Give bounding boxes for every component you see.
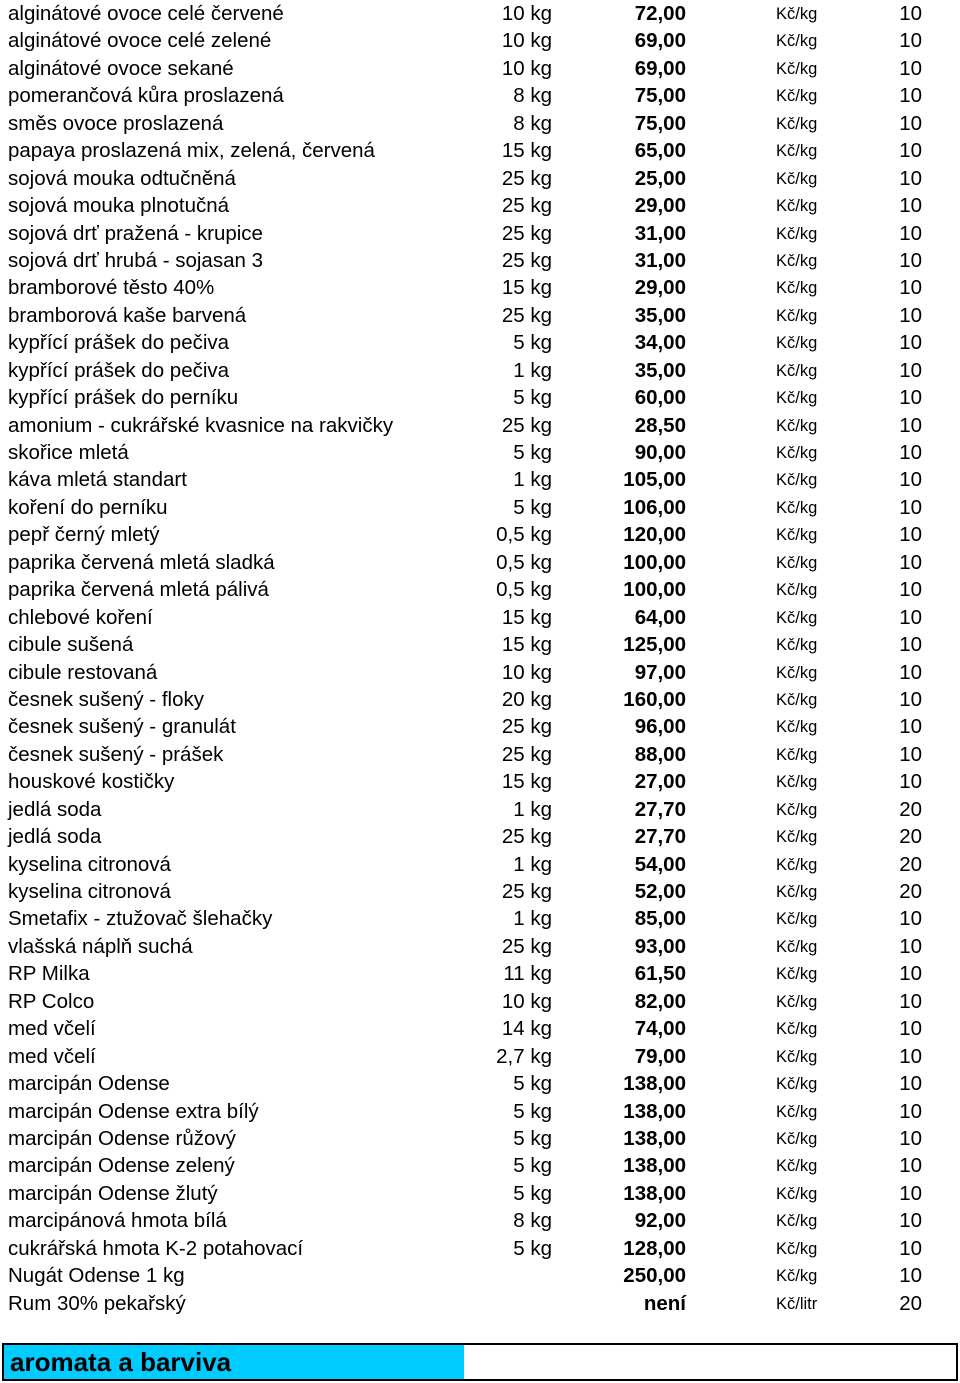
item-price: 54,00 [634, 852, 686, 876]
item-package-size: 10 kg [501, 660, 552, 684]
item-price-unit: Kč/kg [776, 773, 818, 792]
table-row [0, 55, 960, 82]
item-vat-rate: 10 [899, 1209, 922, 1233]
table-row [0, 851, 960, 878]
item-vat-rate: 20 [899, 880, 922, 903]
item-name: sojová drť pražená - krupice [8, 221, 263, 245]
item-price: 125,00 [623, 633, 686, 657]
item-package-size: 25 kg [501, 221, 552, 245]
item-price: 64,00 [634, 605, 686, 629]
table-row [0, 1125, 960, 1152]
item-name: česnek sušený - prášek [8, 742, 224, 766]
item-package-size: 25 kg [501, 825, 552, 849]
item-name: marcipán Odense žlutý [8, 1181, 218, 1205]
item-vat-rate: 10 [899, 276, 922, 300]
item-vat-rate: 10 [899, 331, 922, 355]
item-price-unit: Kč/kg [776, 142, 818, 161]
item-vat-rate: 10 [899, 495, 922, 519]
item-name: Nugát Odense 1 kg [8, 1264, 185, 1288]
item-package-size: 5 kg [513, 441, 552, 464]
item-price: 74,00 [634, 1017, 686, 1041]
item-price-unit: Kč/kg [776, 553, 818, 572]
table-row [0, 933, 960, 960]
item-price: 105,00 [623, 468, 686, 492]
item-name: kypřící prášek do perníku [8, 386, 239, 410]
table-row [0, 27, 960, 54]
table-row [0, 165, 960, 192]
item-price: 138,00 [623, 1181, 686, 1205]
item-name: alginátové ovoce celé zelené [8, 29, 272, 53]
item-package-size: 5 kg [513, 1236, 552, 1260]
table-row [0, 576, 960, 603]
item-package-size: 25 kg [501, 413, 552, 437]
item-name: marcipán Odense zelený [8, 1154, 235, 1178]
table-row [0, 439, 960, 466]
item-package-size: 8 kg [513, 84, 552, 108]
table-row [0, 768, 960, 795]
item-vat-rate: 10 [899, 1264, 922, 1288]
table-row [0, 1043, 960, 1070]
table-row [0, 1015, 960, 1042]
item-price-unit: Kč/kg [776, 32, 818, 51]
item-price-unit: Kč/kg [776, 636, 818, 655]
item-price: 93,00 [634, 934, 686, 958]
item-vat-rate: 10 [899, 934, 922, 958]
table-row [0, 302, 960, 329]
table-row [0, 686, 960, 713]
item-price-unit: Kč/kg [776, 59, 818, 78]
item-price: 128,00 [623, 1236, 686, 1260]
item-vat-rate: 10 [899, 660, 922, 684]
item-vat-rate: 10 [899, 248, 922, 272]
item-price-unit: Kč/kg [776, 937, 818, 956]
item-price-unit: Kč/kg [776, 224, 818, 243]
table-row [0, 796, 960, 823]
item-package-size: 5 kg [513, 386, 552, 410]
item-price: 34,00 [634, 331, 686, 355]
item-vat-rate: 20 [899, 825, 922, 849]
item-price: 35,00 [634, 358, 686, 382]
item-price: 72,00 [634, 2, 686, 25]
item-price: 31,00 [634, 221, 686, 245]
item-name: chlebové koření [8, 605, 153, 629]
item-price: 65,00 [634, 139, 686, 163]
item-price-unit: Kč/kg [776, 883, 818, 901]
item-package-size: 1 kg [513, 468, 552, 492]
table-row [0, 357, 960, 384]
item-name: kypřící prášek do pečiva [8, 358, 230, 382]
item-vat-rate: 10 [899, 441, 922, 464]
item-price-unit: Kč/kg [776, 526, 818, 545]
item-price: 82,00 [634, 989, 686, 1013]
item-price: 69,00 [634, 29, 686, 53]
item-price-unit: Kč/litr [776, 1294, 818, 1313]
item-vat-rate: 10 [899, 166, 922, 190]
item-vat-rate: 10 [899, 605, 922, 629]
item-package-size: 5 kg [513, 1154, 552, 1178]
item-price-unit: Kč/kg [776, 1212, 818, 1231]
table-row [0, 549, 960, 576]
item-vat-rate: 10 [899, 2, 922, 25]
item-vat-rate: 10 [899, 303, 922, 327]
item-price: 27,00 [634, 770, 686, 794]
table-row [0, 247, 960, 274]
item-package-size: 1 kg [513, 797, 552, 821]
item-vat-rate: 10 [899, 358, 922, 382]
table-row [0, 631, 960, 658]
item-price: 60,00 [634, 386, 686, 410]
item-package-size: 25 kg [501, 934, 552, 958]
item-name: paprika červená mletá sladká [8, 550, 275, 574]
item-name: alginátové ovoce celé červené [8, 2, 284, 25]
item-vat-rate: 10 [899, 962, 922, 986]
item-price-unit: Kč/kg [776, 1267, 818, 1286]
item-vat-rate: 10 [899, 578, 922, 602]
item-package-size: 8 kg [513, 1209, 552, 1233]
item-package-size: 1 kg [513, 358, 552, 382]
item-price-unit: Kč/kg [776, 855, 818, 874]
item-package-size: 25 kg [501, 166, 552, 190]
item-vat-rate: 10 [899, 550, 922, 574]
item-vat-rate: 10 [899, 1072, 922, 1096]
item-vat-rate: 10 [899, 29, 922, 53]
item-price-unit: Kč/kg [776, 690, 818, 709]
item-price-unit: Kč/kg [776, 800, 818, 819]
item-price-unit: Kč/kg [776, 1157, 818, 1176]
item-price: 85,00 [634, 907, 686, 931]
item-price-unit: Kč/kg [776, 389, 818, 408]
table-row [0, 192, 960, 219]
item-price: 106,00 [623, 495, 686, 519]
item-name: cibule sušená [8, 633, 134, 657]
item-name: koření do perníku [8, 495, 168, 519]
item-name: směs ovoce proslazená [8, 111, 224, 135]
item-vat-rate: 10 [899, 468, 922, 492]
table-row [0, 823, 960, 850]
item-price-unit: Kč/kg [776, 608, 818, 627]
item-package-size: 10 kg [501, 989, 552, 1013]
item-package-size: 5 kg [513, 1126, 552, 1150]
item-vat-rate: 10 [899, 1044, 922, 1068]
item-price: 97,00 [634, 660, 686, 684]
table-row [0, 1290, 960, 1317]
item-price: 35,00 [634, 303, 686, 327]
table-row [0, 220, 960, 247]
table-row [0, 878, 960, 905]
item-package-size: 0,5 kg [496, 550, 552, 574]
item-price-unit: Kč/kg [776, 745, 818, 764]
table-row [0, 521, 960, 548]
item-package-size: 15 kg [501, 770, 552, 794]
item-price: 138,00 [623, 1154, 686, 1178]
item-package-size: 25 kg [501, 248, 552, 272]
item-price: 138,00 [623, 1072, 686, 1096]
item-package-size: 20 kg [501, 687, 552, 711]
item-name: sojová drť hrubá - sojasan 3 [8, 248, 263, 272]
item-package-size: 0,5 kg [496, 578, 552, 602]
item-name: sojová mouka odtučněná [8, 166, 236, 190]
item-price-unit: Kč/kg [776, 1075, 818, 1094]
table-row [0, 0, 960, 27]
table-row [0, 960, 960, 987]
item-name: marcipánová hmota bílá [8, 1209, 227, 1233]
item-price-unit: Kč/kg [776, 471, 818, 490]
item-price-unit: Kč/kg [776, 1129, 818, 1148]
item-vat-rate: 10 [899, 84, 922, 108]
item-price: 138,00 [623, 1099, 686, 1123]
item-price-unit: Kč/kg [776, 87, 818, 106]
item-vat-rate: 20 [899, 797, 922, 821]
item-price: 31,00 [634, 248, 686, 272]
item-name: cukrářská hmota K-2 potahovací [8, 1236, 304, 1260]
item-price: 96,00 [634, 715, 686, 739]
item-vat-rate: 10 [899, 56, 922, 80]
item-price: 100,00 [623, 578, 686, 602]
item-name: houskové kostičky [8, 770, 175, 794]
table-row [0, 329, 960, 356]
item-price-unit: Kč/kg [776, 169, 818, 188]
item-price: 61,50 [634, 962, 686, 986]
item-price-unit: Kč/kg [776, 498, 818, 517]
item-package-size: 25 kg [501, 303, 552, 327]
table-row [0, 1207, 960, 1234]
item-name: kyselina citronová [8, 880, 171, 903]
table-row [0, 659, 960, 686]
item-package-size: 25 kg [501, 715, 552, 739]
item-price-unit: Kč/kg [776, 581, 818, 600]
item-name: bramborová kaše barvená [8, 303, 247, 327]
item-name: česnek sušený - floky [8, 687, 204, 711]
table-row [0, 713, 960, 740]
item-price: 90,00 [634, 441, 686, 464]
item-price-unit: Kč/kg [776, 965, 818, 984]
item-vat-rate: 10 [899, 1099, 922, 1123]
item-price: 120,00 [623, 523, 686, 547]
table-row [0, 1180, 960, 1207]
item-name: amonium - cukrářské kvasnice na rakvičky [8, 413, 394, 437]
item-price: 52,00 [634, 880, 686, 903]
table-row [0, 466, 960, 493]
item-price-unit: Kč/kg [776, 828, 818, 847]
item-vat-rate: 10 [899, 715, 922, 739]
item-name: pepř černý mletý [8, 523, 160, 547]
item-package-size: 15 kg [501, 276, 552, 300]
item-name: Smetafix - ztužovač šlehačky [8, 907, 273, 931]
item-price: 75,00 [634, 84, 686, 108]
item-vat-rate: 10 [899, 1017, 922, 1041]
item-name: med včelí [8, 1044, 96, 1068]
item-vat-rate: 10 [899, 523, 922, 547]
item-package-size: 10 kg [501, 2, 552, 25]
table-row [0, 412, 960, 439]
item-package-size: 5 kg [513, 1099, 552, 1123]
item-vat-rate: 10 [899, 386, 922, 410]
item-price-unit: Kč/kg [776, 910, 818, 929]
item-vat-rate: 10 [899, 742, 922, 766]
item-price: 27,70 [634, 797, 686, 821]
item-vat-rate: 10 [899, 633, 922, 657]
item-vat-rate: 10 [899, 194, 922, 218]
item-vat-rate: 10 [899, 770, 922, 794]
item-package-size: 25 kg [501, 194, 552, 218]
item-price: 29,00 [634, 276, 686, 300]
item-name: jedlá soda [8, 797, 102, 821]
item-name: kypřící prášek do pečiva [8, 331, 230, 355]
item-name: marcipán Odense růžový [8, 1126, 236, 1150]
item-price-unit: Kč/kg [776, 5, 818, 23]
item-name: sojová mouka plnotučná [8, 194, 230, 218]
item-price-unit: Kč/kg [776, 718, 818, 737]
item-vat-rate: 20 [899, 852, 922, 876]
item-price: není [643, 1291, 686, 1315]
item-price: 28,50 [634, 413, 686, 437]
item-price: 250,00 [623, 1264, 686, 1288]
item-package-size: 15 kg [501, 605, 552, 629]
item-name: bramborové těsto 40% [8, 276, 215, 300]
item-name: RP Milka [8, 962, 90, 986]
item-package-size: 5 kg [513, 331, 552, 355]
table-row [0, 274, 960, 301]
item-price-unit: Kč/kg [776, 334, 818, 353]
item-name: jedlá soda [8, 825, 102, 849]
item-package-size: 11 kg [503, 962, 552, 986]
item-price-unit: Kč/kg [776, 1047, 818, 1066]
table-row [0, 137, 960, 164]
table-row [0, 1098, 960, 1125]
item-price-unit: Kč/kg [776, 992, 818, 1011]
item-package-size: 5 kg [513, 1072, 552, 1096]
item-vat-rate: 10 [899, 139, 922, 163]
item-price-unit: Kč/kg [776, 1020, 818, 1039]
item-vat-rate: 10 [899, 1181, 922, 1205]
item-name: paprika červená mletá pálivá [8, 578, 269, 602]
section-header [2, 1343, 958, 1381]
table-row [0, 741, 960, 768]
item-package-size: 14 kg [501, 1017, 552, 1041]
item-price-unit: Kč/kg [776, 1239, 818, 1258]
item-name: marcipán Odense extra bílý [8, 1099, 259, 1123]
item-vat-rate: 20 [899, 1291, 922, 1315]
table-row [0, 1070, 960, 1097]
item-name: alginátové ovoce sekané [8, 56, 234, 80]
item-package-size: 1 kg [513, 907, 552, 931]
table-row [0, 988, 960, 1015]
item-price: 88,00 [634, 742, 686, 766]
item-name: marcipán Odense [8, 1072, 170, 1096]
table-row [0, 1262, 960, 1289]
item-package-size: 25 kg [501, 742, 552, 766]
item-price-unit: Kč/kg [776, 663, 818, 682]
table-row [0, 604, 960, 631]
table-row [0, 905, 960, 932]
table-row [0, 384, 960, 411]
item-price: 79,00 [634, 1044, 686, 1068]
item-name: vlašská náplň suchá [8, 934, 193, 958]
item-package-size: 1 kg [513, 852, 552, 876]
item-vat-rate: 10 [899, 1154, 922, 1178]
item-price: 75,00 [634, 111, 686, 135]
item-price-unit: Kč/kg [776, 361, 818, 380]
item-price-unit: Kč/kg [776, 444, 818, 462]
item-price: 69,00 [634, 56, 686, 80]
item-name: pomerančová kůra proslazená [8, 84, 284, 108]
item-price-unit: Kč/kg [776, 306, 818, 325]
item-vat-rate: 10 [899, 1236, 922, 1260]
item-vat-rate: 10 [899, 687, 922, 711]
item-name: med včelí [8, 1017, 96, 1041]
item-price: 160,00 [623, 687, 686, 711]
item-package-size: 15 kg [501, 139, 552, 163]
item-package-size: 15 kg [501, 633, 552, 657]
item-package-size: 0,5 kg [496, 523, 552, 547]
item-price-unit: Kč/kg [776, 416, 818, 435]
item-package-size: 2,7 kg [496, 1044, 552, 1068]
item-name: RP Colco [8, 989, 95, 1013]
table-row [0, 1152, 960, 1179]
item-name: česnek sušený - granulát [8, 715, 236, 739]
item-vat-rate: 10 [899, 907, 922, 931]
item-price: 25,00 [634, 166, 686, 190]
item-price-unit: Kč/kg [776, 1184, 818, 1203]
item-name: papaya proslazená mix, zelená, červená [8, 139, 375, 163]
section-title: aromata a barviva [10, 1347, 232, 1377]
item-name: skořice mletá [8, 441, 129, 464]
item-vat-rate: 10 [899, 413, 922, 437]
item-name: Rum 30% pekařský [8, 1291, 186, 1315]
item-package-size: 10 kg [501, 29, 552, 53]
item-name: kyselina citronová [8, 852, 171, 876]
item-vat-rate: 10 [899, 221, 922, 245]
item-vat-rate: 10 [899, 989, 922, 1013]
item-price: 27,70 [634, 825, 686, 849]
item-price-unit: Kč/kg [776, 251, 818, 270]
item-package-size: 10 kg [501, 56, 552, 80]
table-row [0, 494, 960, 521]
table-row [0, 1235, 960, 1262]
table-row [0, 82, 960, 109]
item-price: 92,00 [634, 1209, 686, 1233]
item-package-size: 5 kg [513, 495, 552, 519]
item-price: 100,00 [623, 550, 686, 574]
item-price: 138,00 [623, 1126, 686, 1150]
item-package-size: 8 kg [513, 111, 552, 135]
item-price-unit: Kč/kg [776, 279, 818, 298]
table-row [0, 110, 960, 137]
item-name: káva mletá standart [8, 468, 187, 492]
item-price-unit: Kč/kg [776, 197, 818, 216]
item-price-unit: Kč/kg [776, 114, 818, 133]
item-vat-rate: 10 [899, 111, 922, 135]
item-vat-rate: 10 [899, 1126, 922, 1150]
item-package-size: 5 kg [513, 1181, 552, 1205]
item-price-unit: Kč/kg [776, 1102, 818, 1121]
item-price: 29,00 [634, 194, 686, 218]
item-package-size: 25 kg [501, 880, 552, 903]
item-name: cibule restovaná [8, 660, 158, 684]
